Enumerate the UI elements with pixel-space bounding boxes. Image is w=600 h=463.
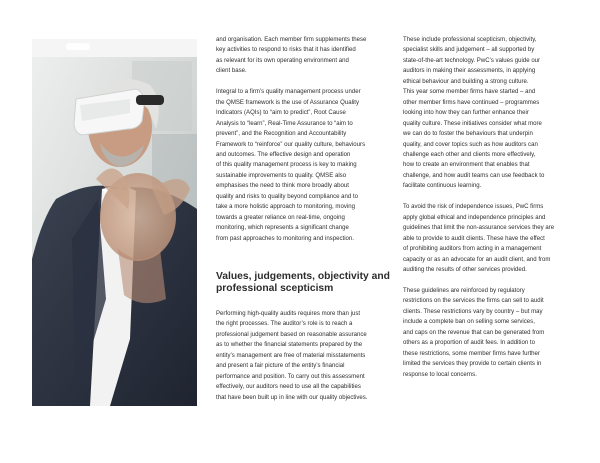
text-line: looking into how they can further enhance their [403,110,529,117]
text-line: able to provide to audit clients. These have the effect [403,235,545,242]
text-line: facilitate continuous learning. [403,183,482,190]
text-line: and organisation. Each member firm supplements these [216,37,367,43]
text-line: ethical behaviour and building a strong culture. [403,78,529,85]
text-line: towards a greater reliance on real-time, ongoing [216,214,345,221]
section-heading [216,271,391,296]
column-middle-lower [216,309,386,403]
text-line: guidelines that limit the non-assurance services they are [403,225,555,232]
text-line: Integral to a firm’s quality management process under [216,89,361,96]
text-line: response to local concerns. [403,371,477,378]
text-line: specialist skills and judgement – all supported by [403,47,535,54]
text-line: challenge each other and clients more effectively, [403,151,536,158]
text-line: quality and risks to quality beyond compliance and to [216,193,359,200]
text-line: challenge, and how audit teams can use feedback to [403,172,545,179]
paragraph [216,87,386,244]
text-line: This year some member firms have started – and [403,89,536,96]
paragraph [216,309,386,403]
text-line: emphasises the need to think more broadly about [216,183,349,190]
text-line: Analysis to “learn”, Real-Time Assurance to “aim to [216,120,353,127]
text-line: prevent”, and the Recognition and Accountability [216,131,347,138]
text-line: auditing the results of other services provided. [403,267,527,274]
text-line: how to create an environment that enables that [403,162,530,169]
text-line: entity’s management are free of material misstatements [216,352,366,359]
text-line: of prohibiting auditors from acting in a management [403,246,542,253]
text-line: apply global ethical and independence principles and [403,214,546,221]
text-line: quality culture. These initiatives consider what more [403,120,542,127]
text-line: To avoid the risk of independence issues, PwC firms [403,204,544,211]
text-line: auditors in making their assessments, in applying [403,68,536,75]
text-line: These guidelines are reinforced by regulatory [403,287,525,294]
text-line: and outcomes. The effective design and operation [216,152,351,159]
text-line: that have been built up in line with our quality objectives. [216,394,368,401]
text-line: these restrictions, some member firms have further [403,350,540,357]
text-line: limited the services they provide to certain clients in [403,361,542,368]
text-line: from past approaches to monitoring and inspection. [216,235,354,242]
text-line: These include professional scepticism, objectivity, [403,37,537,43]
text-line: sustainable improvements to quality. QMSE also [216,172,347,179]
text-line: effectively, our auditors need to use all the capabilities [216,384,361,391]
text-line: client base. [216,68,247,75]
text-line: of this quality management process is key to making [216,162,357,169]
text-line: Framework to “reinforce” our quality culture, behaviours [216,141,366,148]
paragraph [216,35,386,77]
text-line: clients. These restrictions vary by country – but may [403,308,543,315]
text-line: include a complete ban on selling some services, [403,319,535,326]
text-line: others as a proportion of audit fees. In addition to [403,340,535,347]
vr-headset-photo [32,39,197,406]
text-line: quality, and cover topics such as how auditors can [403,141,538,148]
text-line: Performing high-quality audits requires more than just [216,311,361,317]
text-line: other member firms have continued – programmes [403,99,540,106]
text-line: the QMSE framework is the use of Assurance Quality [216,99,359,106]
heading-line: Values, judgements, objectivity and [216,271,390,282]
text-line: Indicators (AQIs) to “aim to predict”, Root Cause [216,110,346,117]
text-line: performance and position. To carry out this assessment [216,373,365,380]
text-line: key activities to respond to risks that it has identified [216,47,356,54]
column-middle [216,35,386,244]
paragraph [403,202,578,275]
text-line: monitoring, which represents a significant change [216,225,349,232]
heading-line: professional scepticism [216,283,334,295]
text-line: as relevant for its own operating environment and [216,57,349,64]
text-line: capacity or as an advocate for an audit client, and from [403,256,551,263]
paragraph [403,35,578,192]
text-line: restrictions on the services the firms can sell to audit [403,298,544,305]
text-line: take a more holistic approach to monitoring, moving [216,204,355,211]
text-line: state-of-the-art technology. PwC’s values guide our [403,57,541,64]
column-right [403,35,578,380]
text-line: we can do to foster the behaviours that underpin [403,131,533,138]
text-line: and present a fair picture of the entity’s financial [216,363,345,370]
paragraph [403,286,578,380]
text-line: the right processes. The auditor’s role is to reach a [216,321,353,328]
text-line: as to whether the financial statements prepared by the [216,342,363,349]
text-line: and caps on the revenue that can be generated from [403,329,545,336]
text-line: professional judgement based on reasonable assurance [216,331,367,338]
